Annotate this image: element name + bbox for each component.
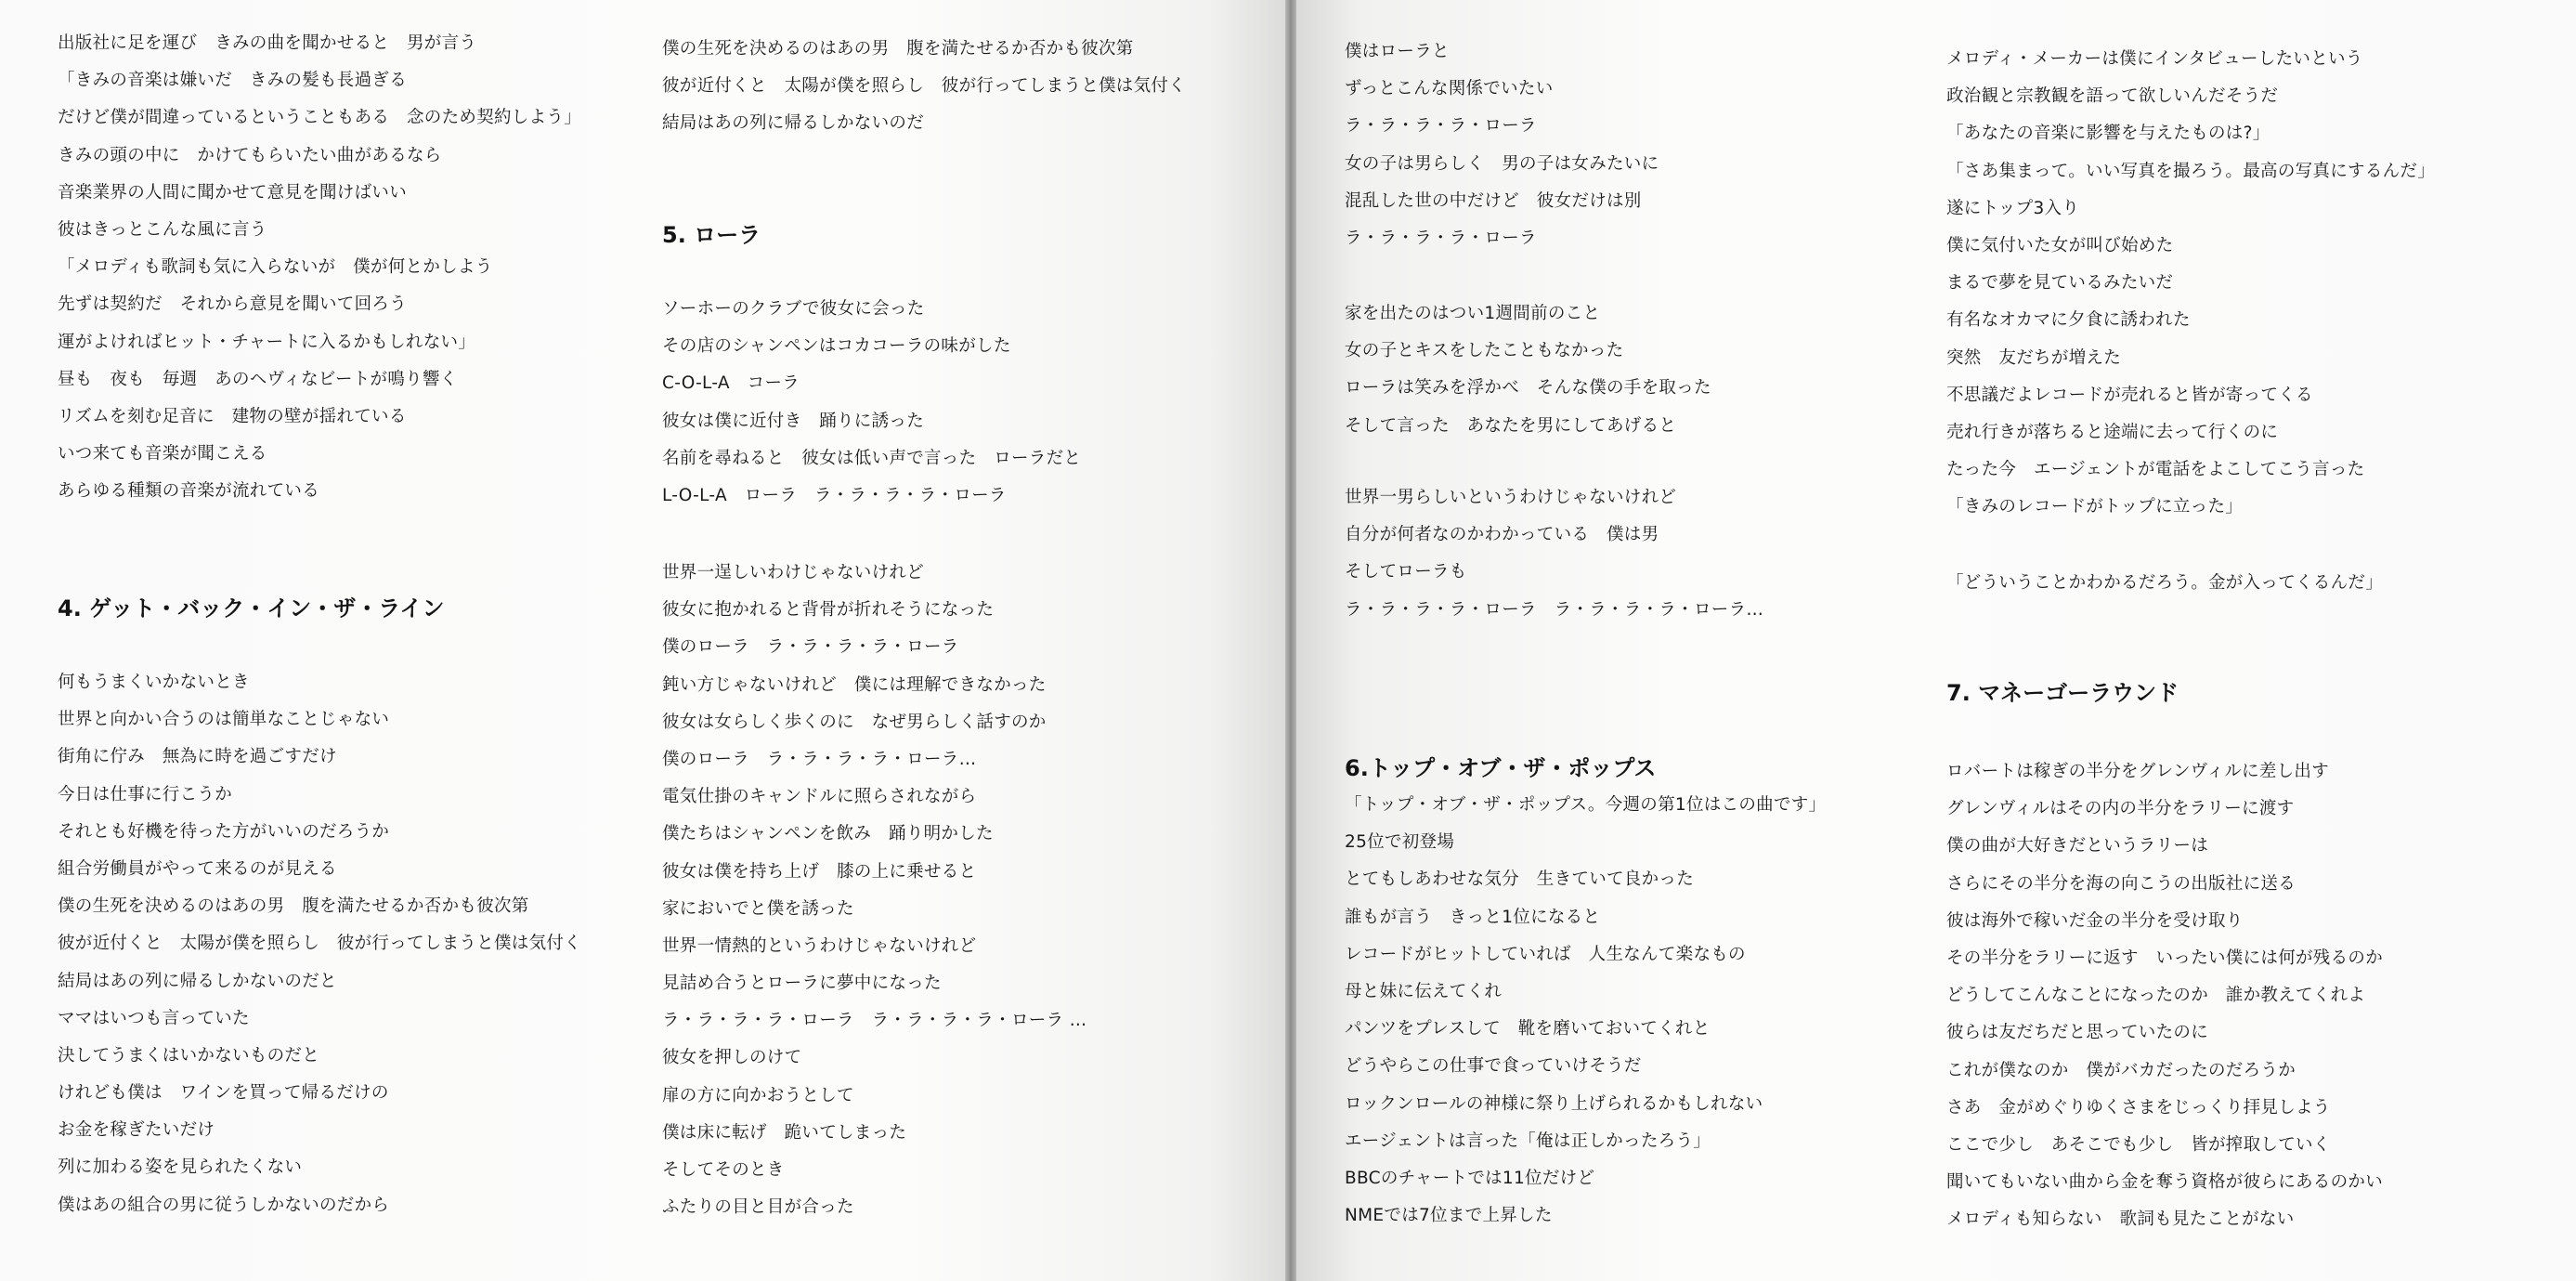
lyric-line: 突然 友だちが増えた bbox=[1946, 347, 2122, 368]
lyric-line: NMEでは7位まで上昇した bbox=[1345, 1206, 1553, 1226]
lyric-line: 僕のローラ ラ・ラ・ラ・ラ・ローラ… bbox=[662, 749, 977, 769]
lyric-line: 「トップ・オブ・ザ・ポップス。今週の第1位はこの曲です」 bbox=[1345, 795, 1827, 815]
lyric-line: そしてそのとき bbox=[662, 1160, 785, 1180]
lyric-line: 名前を尋ねると 彼女は低い声で言った ローラだと bbox=[662, 448, 1082, 468]
song5-verse-3 bbox=[1345, 33, 1659, 257]
lyric-line: そして言った あなたを男にしてあげると bbox=[1345, 415, 1677, 436]
lyric-line: メロディ・メーカーは僕にインタビューしたいという bbox=[1946, 49, 2363, 69]
lyric-line: 結局はあの列に帰るしかないのだ bbox=[662, 113, 925, 134]
lyric-line: 街角に佇み 無為に時を過ごすだけ bbox=[58, 747, 337, 767]
lyric-line: ラ・ラ・ラ・ラ・ローラ bbox=[1345, 116, 1537, 137]
lyric-line: 25位で初登場 bbox=[1345, 832, 1455, 853]
center-fold bbox=[1285, 0, 1296, 1281]
lyric-line: BBCのチャートでは11位だけど bbox=[1345, 1168, 1595, 1188]
lyric-line: 「さあ集まって。いい写真を撮ろう。最高の写真にするんだ」 bbox=[1946, 161, 2436, 181]
lyric-line: 彼女に抱かれると背骨が折れそうになった bbox=[662, 600, 995, 621]
lyric-line: 電気仕掛のキャンドルに照らされながら bbox=[662, 787, 977, 807]
lyric-line: ロックンロールの神様に祭り上げられるかもしれない bbox=[1345, 1093, 1763, 1114]
lyric-line: 結局はあの列に帰るしかないのだと bbox=[58, 971, 337, 991]
lyric-line: 誰もが言う きっと1位になると bbox=[1345, 907, 1601, 927]
song5-verse-1 bbox=[662, 291, 1081, 515]
lyric-line: 世界一情熱的というわけじゃないけれど bbox=[662, 935, 977, 956]
lyric-line: 遂にトップ3入り bbox=[1946, 198, 2080, 218]
song7-lyrics bbox=[1946, 753, 2383, 1238]
lyric-line: 決してうまくはいかないものだと bbox=[58, 1045, 320, 1065]
lyric-line: 彼女は女らしく歩くのに なぜ男らしく話すのか bbox=[662, 712, 1047, 732]
song6-lyrics-continued bbox=[1946, 41, 2435, 526]
lyric-line: あらゆる種類の音楽が流れている bbox=[58, 481, 320, 502]
lyric-line: 彼は海外で稼いだ金の半分を受け取り bbox=[1946, 910, 2244, 931]
lyric-line: 自分が何者なのかわかっている 僕は男 bbox=[1345, 525, 1659, 545]
lyric-line: 列に加わる姿を見られたくない bbox=[58, 1157, 303, 1178]
lyric-line: まるで夢を見ているみたいだ bbox=[1946, 273, 2174, 294]
song4-lyrics-continued bbox=[662, 31, 1186, 143]
lyric-line: ラ・ラ・ラ・ラ・ローラ bbox=[1345, 228, 1537, 248]
lyric-line: けれども僕は ワインを買って帰るだけの bbox=[58, 1083, 389, 1104]
lyric-line: ソーホーのクラブで彼女に会った bbox=[662, 299, 925, 319]
lyric-line: 組合労働員がやって来るのが見える bbox=[58, 858, 337, 879]
lyric-line: お金を稼ぎたいだけ bbox=[58, 1120, 215, 1141]
song5-title: 5. ローラ bbox=[662, 222, 761, 248]
lyric-line: 世界と向かい合うのは簡単なことじゃない bbox=[58, 710, 390, 730]
lyric-line: 有名なオカマに夕食に誘われた bbox=[1946, 310, 2191, 331]
lyric-line: 僕の曲が大好きだというラリーは bbox=[1946, 836, 2209, 856]
lyric-line: C-O-L-A コーラ bbox=[662, 373, 800, 394]
lyric-line: 僕の生死を決めるのはあの男 腹を満たせるか否かも彼次第 bbox=[58, 896, 529, 917]
lyric-line: 僕に気付いた女が叫び始めた bbox=[1946, 235, 2174, 255]
lyric-line: ラ・ラ・ラ・ラ・ローラ ラ・ラ・ラ・ラ・ローラ… bbox=[1345, 599, 1764, 620]
lyric-line: 「あなたの音楽に影響を与えたものは?」 bbox=[1946, 124, 2270, 144]
lyric-line: 彼女を押しのけて bbox=[662, 1048, 802, 1068]
lyric-line: 僕は床に転げ 跪いてしまった bbox=[662, 1122, 907, 1143]
lyric-line: そしてローラも bbox=[1345, 562, 1467, 582]
lyric-line: レコードがヒットしていれば 人生なんて楽なもの bbox=[1345, 944, 1746, 964]
lyric-line: ロバートは稼ぎの半分をグレンヴィルに差し出す bbox=[1946, 762, 2330, 781]
lyric-line: 女の子は男らしく 男の子は女みたいに bbox=[1345, 153, 1659, 174]
lyric-line: 母と妹に伝えてくれ bbox=[1345, 981, 1503, 1001]
lyric-line: L-O-L-A ローラ ラ・ラ・ラ・ラ・ローラ bbox=[662, 485, 1007, 505]
lyric-line: 鈍い方じゃないけれど 僕には理解できなかった bbox=[662, 674, 1047, 695]
lyric-line: 僕のローラ ラ・ラ・ラ・ラ・ローラ bbox=[662, 637, 959, 658]
lyric-line: 売れ行きが落ちると途端に去って行くのに bbox=[1946, 422, 2279, 442]
lyric-line: 何もうまくいかないとき bbox=[58, 673, 250, 692]
lyric-line: 彼はきっとこんな風に言う bbox=[58, 219, 267, 240]
lyric-line: 混乱した世の中だけど 彼女だけは別 bbox=[1345, 190, 1642, 211]
lyric-line: 彼が近付くと 太陽が僕を照らし 彼が行ってしまうと僕は気付く bbox=[662, 76, 1187, 97]
lyric-line: それとも好機を待った方がいいのだろうか bbox=[58, 821, 390, 842]
lyric-line: たった今 エージェントが電話をよこしてこう言った bbox=[1946, 460, 2365, 480]
lyric-line: ローラは笑みを浮かべ そんな僕の手を取った bbox=[1345, 378, 1711, 399]
song4-title: 4. ゲット・バック・イン・ザ・ライン bbox=[58, 595, 445, 621]
right-page bbox=[1296, 0, 2576, 1281]
lyric-line: ふたりの目と目が合った bbox=[662, 1197, 854, 1218]
lyric-line: 僕はローラと bbox=[1345, 42, 1450, 61]
song5-verse-4 bbox=[1345, 295, 1711, 445]
lyric-line: ママはいつも言っていた bbox=[58, 1008, 250, 1028]
lyric-line: 「どういうことかわかるだろう。金が入ってくるんだ」 bbox=[1946, 573, 2384, 593]
lyric-line: 扉の方に向かおうとして bbox=[662, 1085, 854, 1105]
lyric-line: 僕たちはシャンペンを飲み 踊り明かした bbox=[662, 824, 994, 844]
lyric-line: とてもしあわせな気分 生きていて良かった bbox=[1345, 869, 1695, 890]
song5-verse-5 bbox=[1345, 479, 1763, 629]
lyric-line: その店のシャンペンはコカコーラの味がした bbox=[662, 336, 1011, 357]
lyric-line: 家においでと僕を誘った bbox=[662, 898, 854, 919]
lyric-line: その半分をラリーに返す いったい僕には何が残るのか bbox=[1946, 948, 2384, 968]
lyric-line: 不思議だよレコードが売れると皆が寄ってくる bbox=[1946, 385, 2313, 405]
lyric-line: 僕はあの組合の男に従うしかないのだから bbox=[58, 1195, 390, 1215]
lyric-line: さらにその半分を海の向こうの出版社に送る bbox=[1946, 873, 2296, 894]
song6-closing-quote bbox=[1946, 565, 2383, 602]
lyric-line: 今日は仕事に行こうか bbox=[58, 784, 233, 804]
lyric-line: 「メロディも歌詞も気に入らないが 僕が何とかしよう bbox=[58, 257, 493, 278]
lyric-line: リズムを刻む足音に 建物の壁が揺れている bbox=[58, 406, 407, 426]
lyric-line: どうしてこんなことになったのか 誰か教えてくれよ bbox=[1946, 986, 2366, 1006]
lyric-line: ラ・ラ・ラ・ラ・ローラ ラ・ラ・ラ・ラ・ローラ … bbox=[662, 1011, 1087, 1031]
lyric-line: 彼女は僕に近付き 踊りに誘った bbox=[662, 411, 925, 431]
lyric-line: 昼も 夜も 毎週 あのヘヴィなビートが鳴り響く bbox=[58, 369, 458, 389]
lyric-line: 見詰め合うとローラに夢中になった bbox=[662, 974, 942, 994]
lyric-line: 聞いてもいない曲から金を奪う資格が彼らにあるのかい bbox=[1946, 1172, 2384, 1193]
lyric-line: ここで少し あそこでも少し 皆が搾取していく bbox=[1946, 1134, 2331, 1155]
lyric-line: 政治観と宗教観を語って欲しいんだそうだ bbox=[1946, 86, 2279, 107]
lyric-line: グレンヴィルはその内の半分をラリーに渡す bbox=[1946, 799, 2295, 819]
lyric-line: 世界一逞しいわけじゃないけれど bbox=[662, 563, 925, 582]
lyric-line: 僕の生死を決めるのはあの男 腹を満たせるか否かも彼次第 bbox=[662, 39, 1134, 59]
lyric-line: 「きみのレコードがトップに立った」 bbox=[1946, 497, 2244, 517]
lyric-line: だけど僕が間違っているということもある 念のため契約しよう」 bbox=[58, 108, 582, 128]
lyric-line: パンツをプレスして 靴を磨いておいてくれと bbox=[1345, 1019, 1711, 1039]
song6-lyrics bbox=[1345, 787, 1826, 1235]
lyric-line: 音楽業界の人間に聞かせて意見を聞けばいい bbox=[58, 182, 408, 203]
lyric-line: 女の子とキスをしたこともなかった bbox=[1345, 341, 1624, 361]
lyric-line: 世界一男らしいというわけじゃないけれど bbox=[1345, 488, 1677, 507]
lyric-line: 先ずは契約だ それから意見を聞いて回ろう bbox=[58, 294, 408, 315]
lyric-line: 「きみの音楽は嫌いだ きみの髪も長過ぎる bbox=[58, 71, 408, 91]
lyric-line: いつ来ても音楽が聞こえる bbox=[58, 444, 267, 464]
lyric-line: メロディも知らない 歌詞も見たことがない bbox=[1946, 1209, 2295, 1230]
lyric-line: 運がよければヒット・チャートに入るかもしれない」 bbox=[58, 332, 476, 352]
song7-title: 7. マネーゴーラウンド bbox=[1946, 680, 2179, 706]
lyric-line: これが僕なのか 僕がバカだったのだろうか bbox=[1946, 1060, 2296, 1080]
lyric-line: さあ 金がめぐりゆくさまをじっくり拝見しよう bbox=[1946, 1097, 2331, 1118]
lyric-line: 家を出たのはつい1週間前のこと bbox=[1345, 304, 1601, 323]
song4-lyrics bbox=[58, 664, 581, 1224]
lyric-line: きみの頭の中に かけてもらいたい曲があるなら bbox=[58, 145, 442, 165]
left-page bbox=[0, 0, 1285, 1281]
lyric-line: 彼が近付くと 太陽が僕を照らし 彼が行ってしまうと僕は気付く bbox=[58, 934, 582, 954]
song5-verse-2 bbox=[662, 555, 1086, 1226]
lyric-line: エージェントは言った「俺は正しかったろう」 bbox=[1345, 1131, 1711, 1151]
lyric-line: 彼らは友だちだと思っていたのに bbox=[1946, 1023, 2209, 1043]
lyric-line: 出版社に足を運び きみの曲を聞かせると 男が言う bbox=[58, 33, 477, 53]
lyric-line: ずっとこんな関係でいたい bbox=[1345, 79, 1554, 99]
song6-title: 6.トップ・オブ・ザ・ポップス bbox=[1345, 755, 1657, 781]
lyric-line: どうやらこの仕事で食っていけそうだ bbox=[1345, 1056, 1642, 1077]
lyric-line: 彼女は僕を持ち上げ 膝の上に乗せると bbox=[662, 861, 977, 882]
song3-lyrics-continued bbox=[58, 25, 581, 510]
